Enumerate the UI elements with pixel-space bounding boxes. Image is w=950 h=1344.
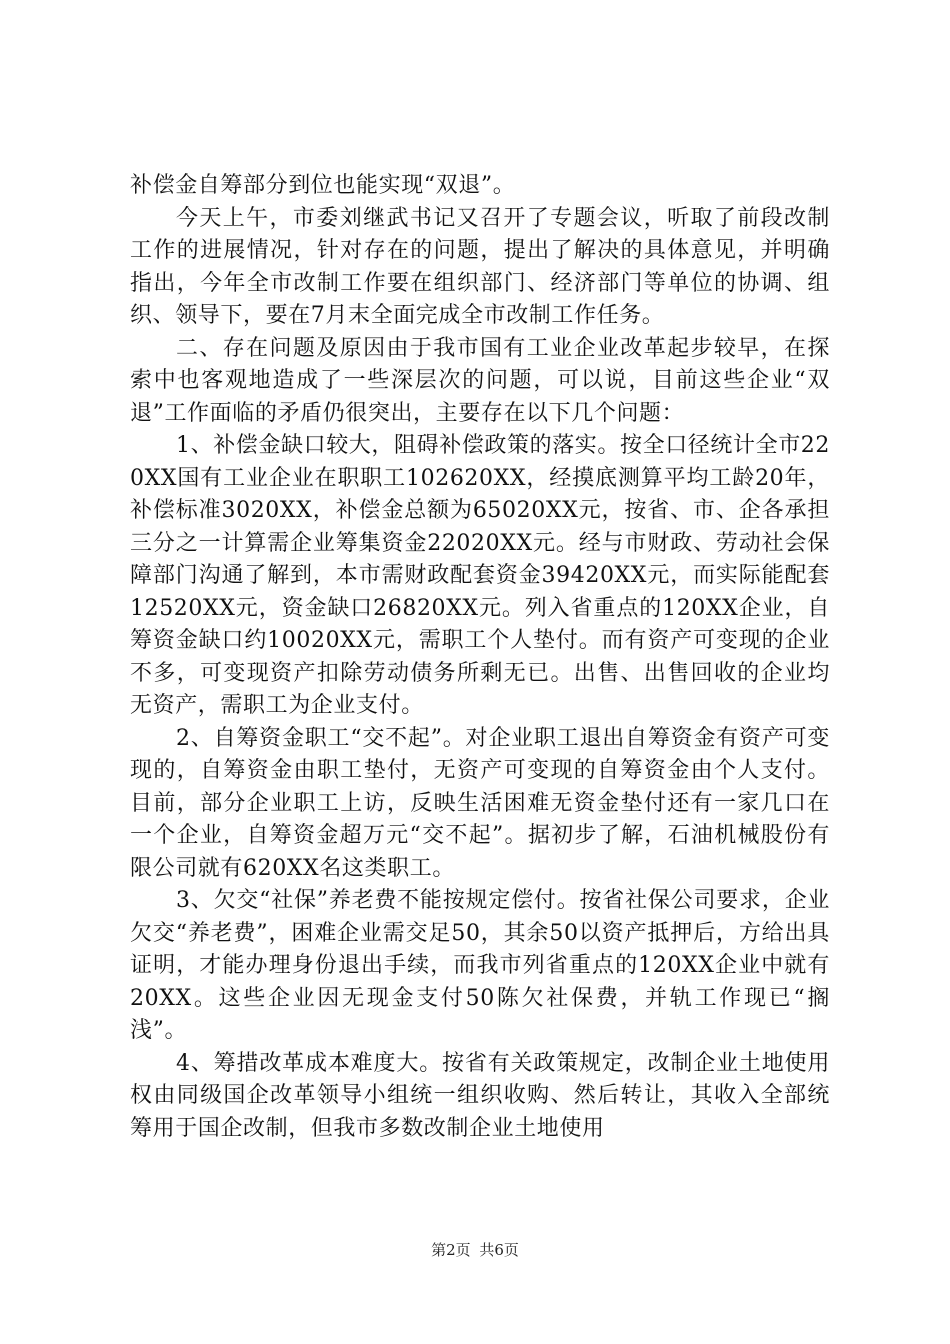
page-footer bbox=[0, 1239, 950, 1260]
paragraph: 2、自筹资金职工“交不起”。对企业职工退出自筹资金有资产可变现的，自筹资金由职工垫付，无资产可变现的自筹资金由个人支付。目前，部分企业职工上访，反映生活困难无资金垫付还有一家几口在一个企业，自筹资金超万元“交不起”。据初步了解，石油机械股份有限公司就有620XX名这类职工。 bbox=[130, 725, 830, 881]
paragraph: 1、补偿金缺口较大，阻碍补偿政策的落实。按全口径统计全市220XX国有工业企业在职职工102620XX，经摸底测算平均工龄20年，补偿标准3020XX，补偿金总额为65020XX元，按省、市、企各承担三分之一计算需企业筹集资金22020XX元。经与市财政、劳动社会保障部门沟通了解到，本市需财政配套资金39420XX元，而实际能配套12520XX元，资金缺口26820XX元。列入省重点的120XX企业，自筹资金缺口约10020XX元，需职工个人垫付。而有资产可变现的企业不多，可变现资产扣除劳动债务所剩无已。出售、出售回收的企业均无资产，需职工为企业支付。 bbox=[130, 433, 830, 718]
paragraph: 补偿金自筹部分到位也能实现“双退”。 bbox=[130, 173, 516, 198]
paragraph: 4、筹措改革成本难度大。按省有关政策规定，改制企业土地使用权由同级国企改革领导小组统一组织收购、然后转让，其收入全部统筹用于国企改制，但我市多数改制企业土地使用 bbox=[130, 1050, 830, 1141]
page-number: 第2页 bbox=[431, 1241, 471, 1259]
page-total: 共6页 bbox=[479, 1241, 519, 1259]
paragraph: 3、欠交“社保”养老费不能按规定偿付。按省社保公司要求，企业欠交“养老费”，困难企业需交足50，其余50以资产抵押后，方给出具证明，才能办理身份退出手续，而我市列省重点的120XX企业中就有20XX。这些企业因无现金支付50陈欠社保费，并轨工作现已“搁浅”。 bbox=[130, 888, 830, 1043]
document-body bbox=[130, 170, 830, 1145]
paragraph: 二、存在问题及原因由于我市国有工业企业改革起步较早，在探索中也客观地造成了一些深层次的问题，可以说，目前这些企业“双退”工作面临的矛盾仍很突出，主要存在以下几个问题： bbox=[130, 335, 830, 426]
paragraph: 今天上午，市委刘继武书记又召开了专题会议，听取了前段改制工作的进展情况，针对存在的问题，提出了解决的具体意见，并明确指出，今年全市改制工作要在组织部门、经济部门等单位的协调、组织、领导下，要在7月末全面完成全市改制工作任务。 bbox=[130, 205, 830, 328]
